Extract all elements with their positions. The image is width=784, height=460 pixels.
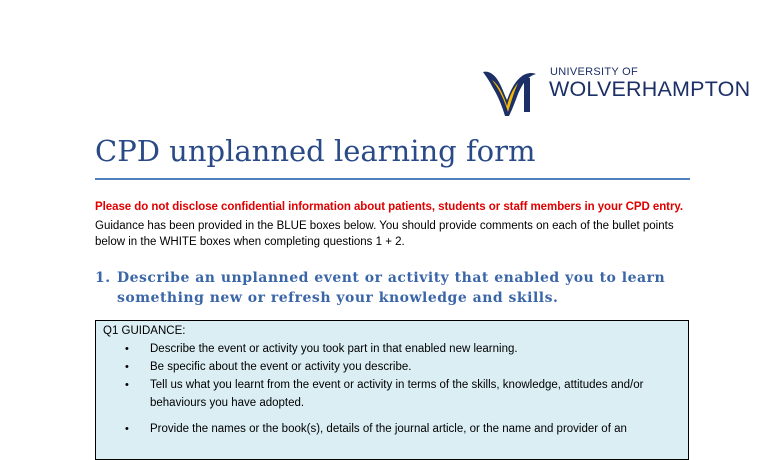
bullet-icon: • — [125, 361, 129, 373]
logo-line-university-of: UNIVERSITY OF — [550, 66, 639, 78]
bullet-text: Tell us what you learnt from the event or activity in terms of the skills, knowledge, attitudes and/or behaviours you have adopted. — [150, 379, 644, 409]
university-logo — [478, 66, 751, 118]
bullet-text: Describe the event or activity you took part in that enabled new learning. — [150, 343, 518, 355]
bullet-icon: • — [125, 343, 129, 355]
title-underline-divider — [95, 178, 690, 180]
bullet-icon: • — [125, 379, 129, 391]
bullet-text: Provide the names or the book(s), details of the journal article, or the name and provider of an — [150, 423, 627, 435]
university-crest-icon — [478, 66, 546, 118]
bullet-text: Be specific about the event or activity you describe. — [150, 361, 412, 373]
bullet-icon: • — [125, 423, 129, 435]
q1-guidance-heading: Q1 GUIDANCE: — [103, 325, 186, 337]
question-1-text: Describe an unplanned event or activity that enabled you to learn something new or refresh your knowledge and skills. — [117, 270, 666, 306]
page-title: CPD unplanned learning form — [95, 134, 536, 168]
guidance-instructions: Guidance has been provided in the BLUE boxes below. You should provide comments on each of the bullet points below in the WHITE boxes when completing questions 1 + 2. — [95, 220, 674, 248]
q1-guidance-box — [95, 320, 689, 460]
confidentiality-warning: Please do not disclose confidential information about patients, students or staff members in your CPD entry. — [95, 201, 684, 213]
question-1-number: 1. — [95, 270, 111, 286]
logo-line-wolverhampton: WOLVERHAMPTON — [549, 77, 751, 101]
